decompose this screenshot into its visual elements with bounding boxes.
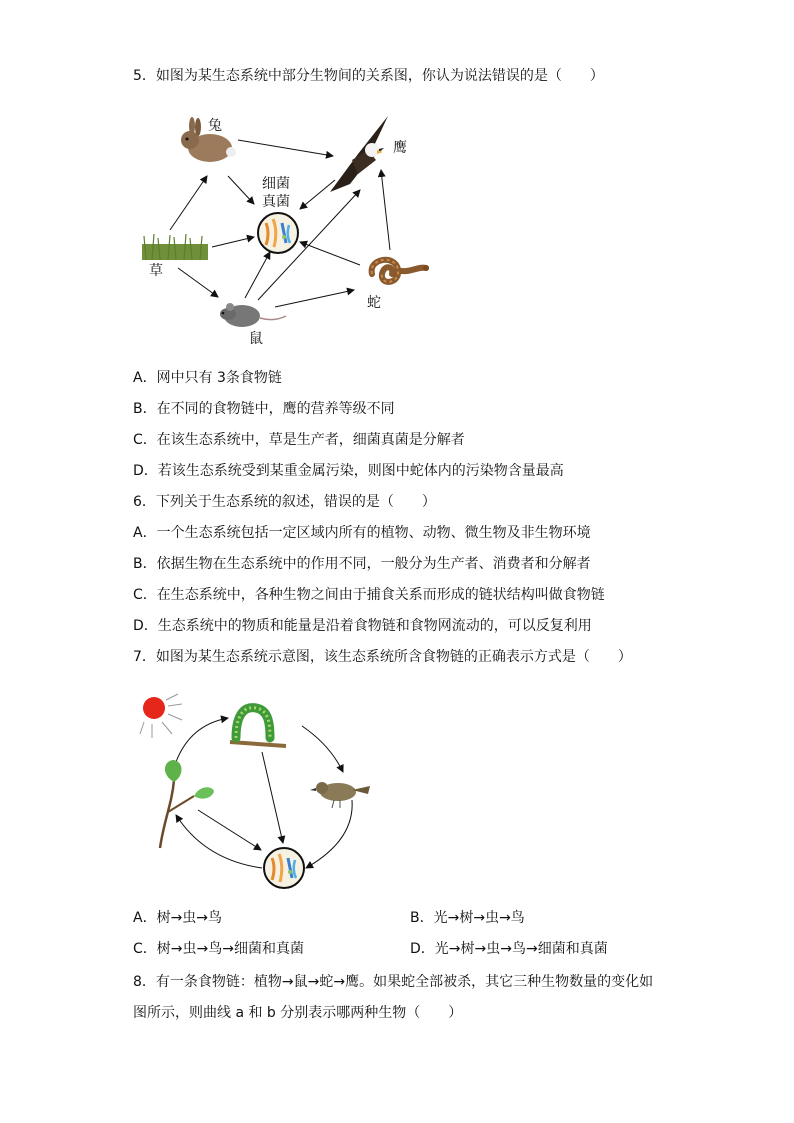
q6-option-b: B．依据生物在生态系统中的作用不同，一般分为生产者、消费者和分解者 [133, 556, 591, 572]
bacteria-label-1: 细菌 [262, 176, 290, 192]
sun-icon [136, 694, 196, 744]
q7-stem: 7．如图为某生态系统示意图，该生态系统所含食物链的正确表示方式是（ ） [133, 649, 632, 665]
q5-option-b: B．在不同的食物链中，鹰的营养等级不同 [133, 401, 395, 417]
rabbit-label: 兔 [208, 118, 222, 134]
q8-stem-line-2: 图所示，则曲线 a 和 b 分别表示哪两种生物（ ） [133, 1005, 463, 1021]
q5-option-c: C．在该生态系统中，草是生产者，细菌真菌是分解者 [133, 432, 465, 448]
grass-label: 草 [149, 263, 163, 279]
q6-option-d: D．生态系统中的物质和能量是沿着食物链和食物网流动的，可以反复利用 [133, 618, 592, 634]
q6-option-c: C．在生态系统中，各种生物之间由于捕食关系而形成的链状结构叫做食物链 [133, 587, 605, 603]
bird-icon [308, 772, 370, 812]
eagle-label: 鹰 [393, 140, 407, 156]
bacteria-label-2: 真菌 [262, 194, 290, 210]
q5-stem: 5．如图为某生态系统中部分生物间的关系图，你认为说法错误的是（ ） [133, 68, 604, 84]
q6-option-a: A．一个生态系统包括一定区域内所有的植物、动物、微生物及非生物环境 [133, 525, 591, 541]
caterpillar-icon [226, 702, 290, 752]
q5-option-a: A．网中只有 3条食物链 [133, 370, 282, 386]
q7-option-d: D．光→树→虫→鸟→细菌和真菌 [410, 941, 608, 957]
q7-option-b: B．光→树→虫→鸟 [410, 910, 525, 926]
q7-option-c: C．树→虫→鸟→细菌和真菌 [133, 941, 304, 957]
q8-stem-line-1: 8．有一条食物链：植物→鼠→蛇→鹰。如果蛇全部被杀，其它三种生物数量的变化如 [133, 974, 654, 990]
q6-stem: 6．下列关于生态系统的叙述，错误的是（ ） [133, 494, 436, 510]
snake-label: 蛇 [367, 295, 381, 311]
q7-option-a: A．树→虫→鸟 [133, 910, 223, 926]
tree-sapling-icon [154, 760, 214, 850]
mouse-label: 鼠 [249, 331, 263, 347]
q7-bacteria-fungi-icon [262, 846, 306, 890]
q5-option-d: D．若该生态系统受到某重金属污染，则图中蛇体内的污染物含量最高 [133, 463, 564, 479]
